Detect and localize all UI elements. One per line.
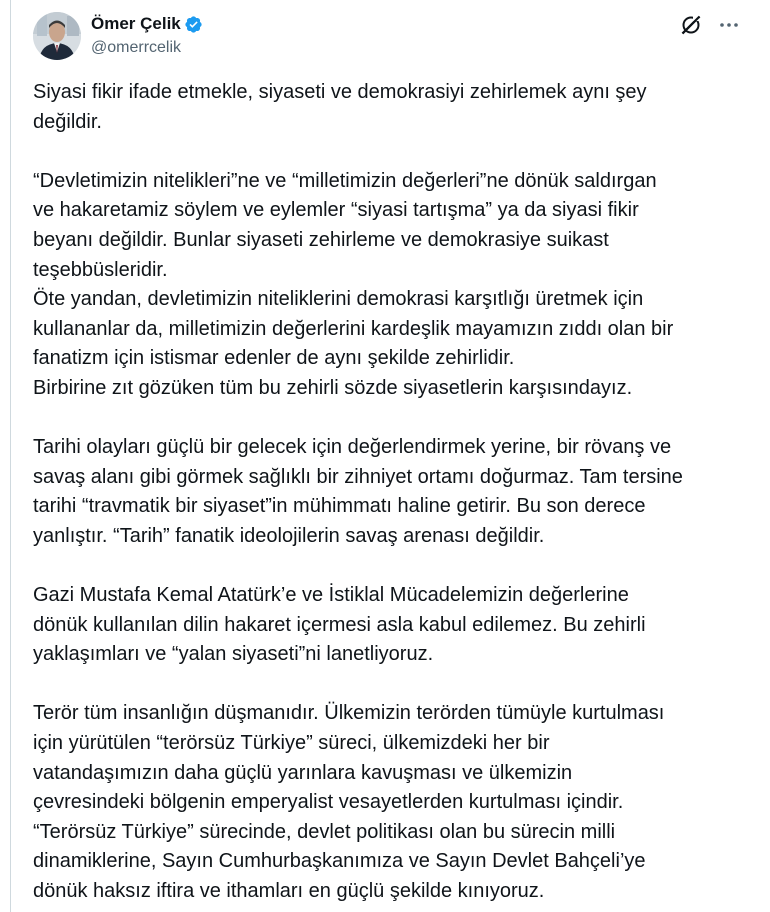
post-text-line: Tarihi olayları güçlü bir gelecek için değerlendirmek yerine, bir rövanş ve — [33, 436, 672, 459]
post-header-actions — [679, 13, 741, 37]
post-text-line: Gazi Mustafa Kemal Atatürk’e ve İstiklal Mücadelemizin değerlerine — [33, 584, 629, 607]
post — [33, 0, 759, 907]
post-text-line: tarihi “travmatik bir siyaset”in mühimmatı haline getirir. Bu son derece — [33, 495, 646, 518]
post-header — [33, 0, 759, 78]
post-text-line: teşebbüsleridir. — [33, 258, 168, 281]
author-names — [91, 13, 203, 57]
post-text-line: Terör tüm insanlığın düşmanıdır. Ülkemizin terörden tümüyle kurtulması — [33, 702, 665, 725]
post-text-line: ve hakaretamiz söylem ve eylemler “siyasi tartışma” ya da siyasi fikir — [33, 199, 639, 222]
avatar[interactable] — [33, 12, 81, 60]
post-text-line: Birbirine zıt gözüken tüm bu zehirli sözde siyasetlerin karşısındayız. — [33, 376, 633, 399]
post-text-line: “Terörsüz Türkiye” sürecinde, devlet politikası olan bu sürecin milli — [33, 820, 616, 843]
paragraph-gap — [33, 404, 749, 434]
post-text-line: vatandaşımızın daha güçlü yarınlara kavuşması ve ülkemizin — [33, 761, 573, 784]
timeline-border — [10, 0, 11, 912]
post-text-line: beyanı değildir. Bunlar siyaseti zehirleme ve demokrasiye suikast — [33, 228, 609, 251]
post-text-line: yanlıştır. “Tarih” fanatik ideolojilerin savaş arenası değildir. — [33, 524, 545, 547]
paragraph-gap — [33, 137, 749, 167]
post-text-line: çevresindeki bölgenin emperyalist vesayetlerden kurtulması içindir. — [33, 791, 624, 814]
paragraph-gap — [33, 552, 749, 582]
post-text-line: için yürütülen “terörsüz Türkiye” süreci, ülkemizdeki her bir — [33, 732, 550, 755]
post-text-line: değildir. — [33, 110, 102, 133]
post-text-line: fanatizm için istismar edenler de aynı şekilde zehirlidir. — [33, 347, 515, 370]
verified-badge-icon[interactable] — [184, 15, 203, 34]
grok-icon[interactable] — [679, 13, 703, 37]
post-text-line: Siyasi fikir ifade etmekle, siyaseti ve demokrasiyi zehirlemek aynı şey — [33, 81, 647, 103]
author-display-name[interactable]: Ömer Çelik — [91, 14, 181, 33]
post-text-line: savaş alanı gibi görmek sağlıklı bir zihniyet ortamı doğurmaz. Tam tersine — [33, 465, 683, 488]
post-text-line: Öte yandan, devletimizin niteliklerini demokrasi karşıtlığı üretmek için — [33, 288, 644, 311]
paragraph-gap — [33, 670, 749, 700]
post-text — [33, 78, 749, 907]
post-text-line: kullananlar da, milletimizin değerlerini kardeşlik mayamızın zıddı olan bir — [33, 317, 674, 340]
post-text-line: yaklaşımları ve “yalan siyaseti”ni lanetliyoruz. — [33, 643, 434, 666]
more-options-icon[interactable] — [717, 13, 741, 37]
avatar-photo — [33, 12, 81, 60]
post-text-line: dönük kullanılan dilin hakaret içermesi asla kabul edilemez. Bu zehirli — [33, 613, 646, 636]
post-text-line: dönük haksız iftira ve ithamları en güçlü şekilde kınıyoruz. — [33, 880, 545, 903]
post-text-line: “Devletimizin nitelikleri”ne ve “milletimizin değerleri”ne dönük saldırgan — [33, 169, 657, 192]
author-handle[interactable]: @omerrcelik — [91, 39, 182, 56]
post-text-line: dinamiklerine, Sayın Cumhurbaşkanımıza ve Sayın Devlet Bahçeli’ye — [33, 850, 646, 873]
